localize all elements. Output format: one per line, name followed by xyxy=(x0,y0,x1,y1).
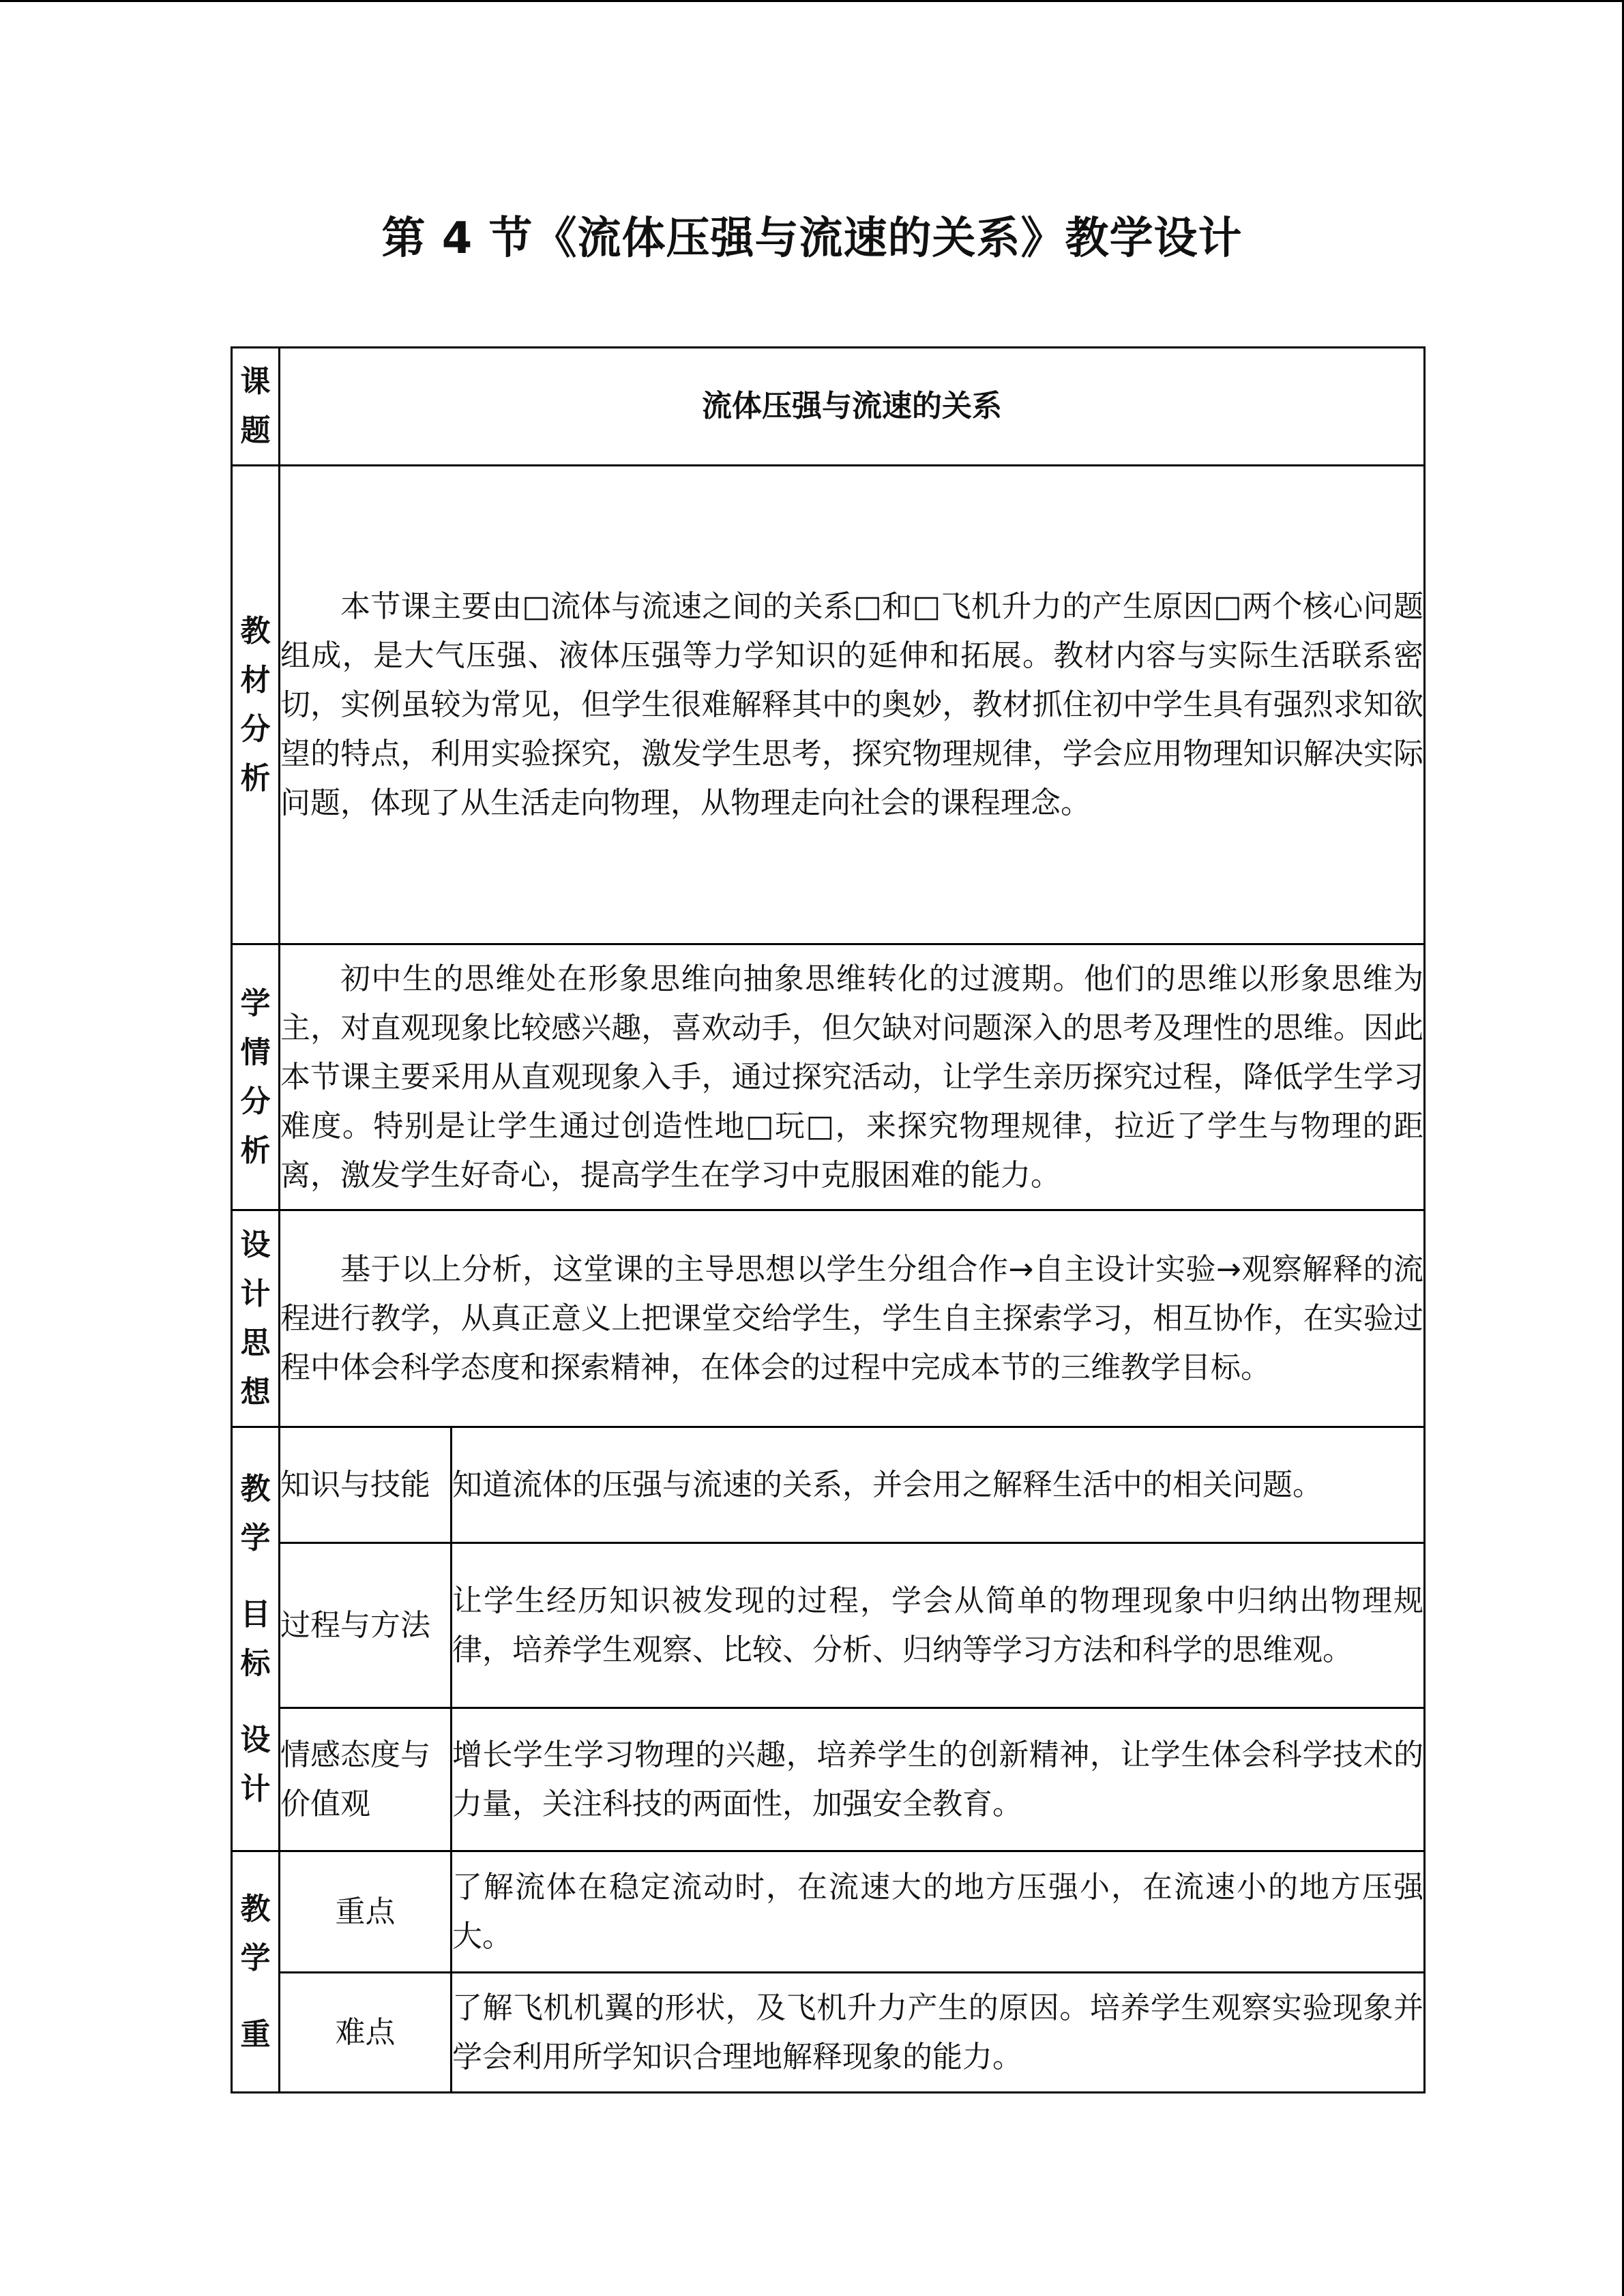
objective-row xyxy=(232,1708,1425,1851)
objectives-label: 教 学 目 标 设 计 xyxy=(232,1427,280,1851)
textbook-analysis-row xyxy=(232,466,1425,944)
subject-value: 流体压强与流速的关系 xyxy=(280,348,1425,466)
key-points-label: 教 学 重 xyxy=(232,1851,280,2093)
design-idea-text: 基于以上分析，这堂课的主导思想以学生分组合作→自主设计实验→观察解释的流程进行教学，从真正意义上把课堂交给学生，学生自主探索学习，相互协作，在实验过程中体会科学态度和探索精神，在体会的过程中完成本节的三维教学目标。 xyxy=(280,1210,1425,1427)
subject-label: 课 题 xyxy=(232,348,280,466)
page-title: 第 4 节《流体压强与流速的关系》教学设计 xyxy=(381,213,1243,264)
subject-row xyxy=(232,348,1425,466)
key-point-text: 了解飞机机翼的形状，及飞机升力产生的原因。培养学生观察实验现象并学会利用所学知识合理地解释现象的能力。 xyxy=(452,1973,1425,2093)
objective-name: 情感态度与价值观 xyxy=(280,1708,452,1851)
objective-name: 过程与方法 xyxy=(280,1543,452,1708)
objective-text: 让学生经历知识被发现的过程，学会从简单的物理现象中归纳出物理规律，培养学生观察、比较、分析、归纳等学习方法和科学的思维观。 xyxy=(452,1543,1425,1708)
student-analysis-label: 学 情 分 析 xyxy=(232,944,280,1210)
design-idea-label: 设 计 思 想 xyxy=(232,1210,280,1427)
key-point-name: 难点 xyxy=(280,1973,452,2093)
objective-row xyxy=(232,1427,1425,1543)
key-point-name: 重点 xyxy=(280,1851,452,1973)
student-analysis-text: 初中生的思维处在形象思维向抽象思维转化的过渡期。他们的思维以形象思维为主，对直观现象比较感兴趣，喜欢动手，但欠缺对问题深入的思考及理性的思维。因此本节课主要采用从直观现象入手，通过探究活动，让学生亲历探究过程，降低学生学习难度。特别是让学生通过创造性地□玩□，来探究物理规律，拉近了学生与物理的距离，激发学生好奇心，提高学生在学习中克服困难的能力。 xyxy=(280,944,1425,1210)
objective-name: 知识与技能 xyxy=(280,1427,452,1543)
lesson-plan-table xyxy=(231,346,1426,2093)
page-border-top xyxy=(0,0,1624,2)
key-point-row xyxy=(232,1851,1425,1973)
key-point-text: 了解流体在稳定流动时，在流速大的地方压强小，在流速小的地方压强大。 xyxy=(452,1851,1425,1973)
objective-text: 增长学生学习物理的兴趣，培养学生的创新精神，让学生体会科学技术的力量，关注科技的两面性，加强安全教育。 xyxy=(452,1708,1425,1851)
objective-text: 知道流体的压强与流速的关系，并会用之解释生活中的相关问题。 xyxy=(452,1427,1425,1543)
design-idea-row xyxy=(232,1210,1425,1427)
student-analysis-row xyxy=(232,944,1425,1210)
key-point-row xyxy=(232,1973,1425,2093)
textbook-analysis-label: 教 材 分 析 xyxy=(232,466,280,944)
textbook-analysis-text: 本节课主要由□流体与流速之间的关系□和□飞机升力的产生原因□两个核心问题组成，是大气压强、液体压强等力学知识的延伸和拓展。教材内容与实际生活联系密切，实例虽较为常见，但学生很难解释其中的奥妙，教材抓住初中学生具有强烈求知欲望的特点，利用实验探究，激发学生思考，探究物理规律，学会应用物理知识解决实际问题，体现了从生活走向物理，从物理走向社会的课程理念。 xyxy=(280,466,1425,944)
objective-row xyxy=(232,1543,1425,1708)
